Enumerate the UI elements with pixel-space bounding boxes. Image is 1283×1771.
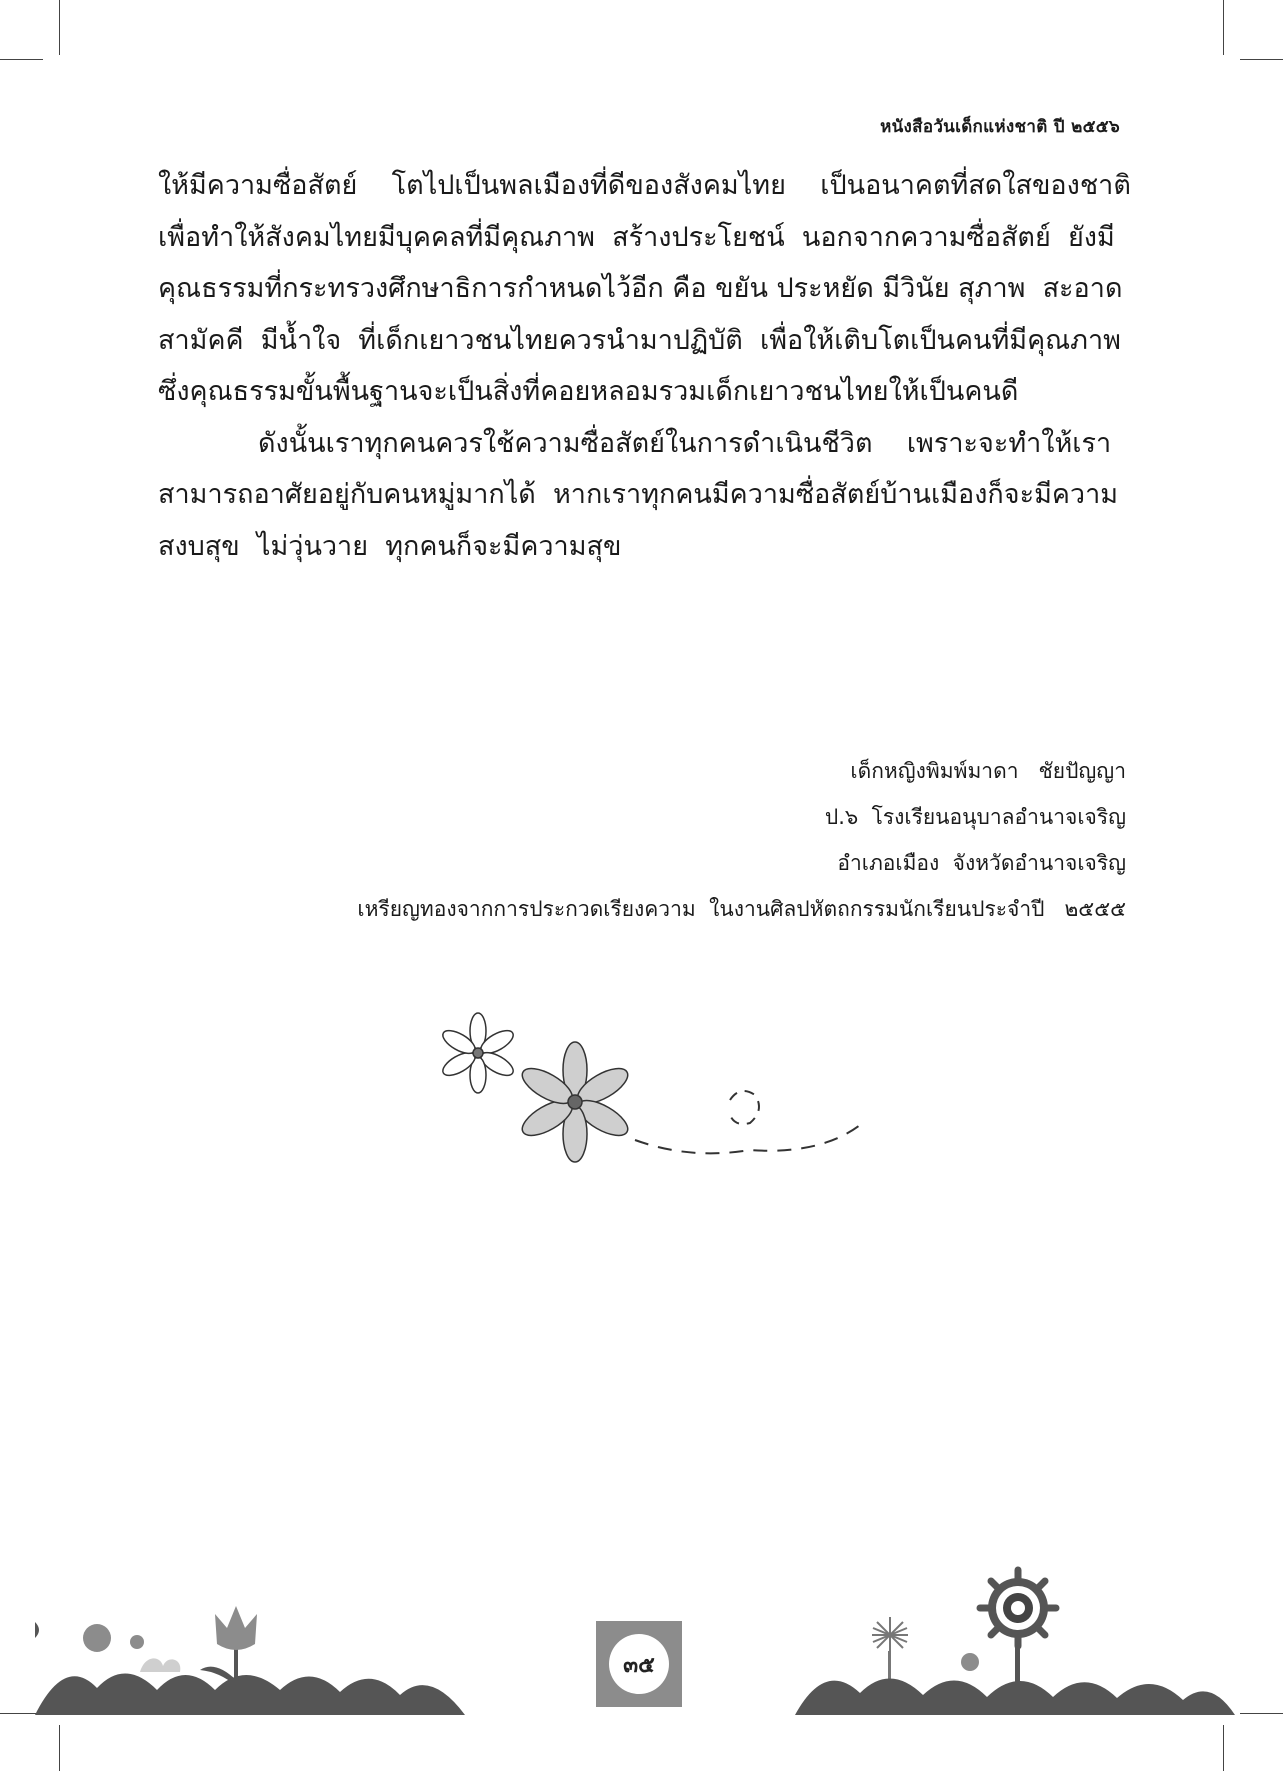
body-line: สามัคคี มีน้ำใจ ที่เด็กเยาวชนไทยควรนำมาปฏิบัติ เพื่อให้เติบโตเป็นคนที่มีคุณภาพ (158, 324, 1121, 356)
essay-body (158, 160, 1131, 572)
author-school: ป.๖ โรงเรียนอนุบาลอำนาจเจริญ (824, 805, 1126, 829)
author-district: อำเภอเมือง จังหวัดอำนาจเจริญ (837, 851, 1126, 875)
crop-mark (59, 0, 60, 55)
flower-cluster-illustration (430, 1005, 870, 1175)
body-line: คุณธรรมที่กระทรวงศึกษาธิการกำหนดไว้อีก คือ ขยัน ประหยัด มีวินัย สุภาพ สะอาด (158, 273, 1123, 304)
author-award: เหรียญทองจากการประกวดเรียงความ ในงานศิลปหัตถกรรมนักเรียนประจำปี ๒๕๕๕ (357, 897, 1126, 921)
body-line: ให้มีความซื่อสัตย์ โตไปเป็นพลเมืองที่ดีของสังคมไทย เป็นอนาคตที่สดใสของชาติ (158, 170, 1131, 201)
crop-mark (59, 1725, 60, 1771)
body-line: ดังนั้นเราทุกคนควรใช้ความซื่อสัตย์ในการดำเนินชีวิต เพราะจะทำให้เรา (258, 427, 1112, 459)
crop-mark (1240, 1713, 1283, 1714)
page-number: ๓๕ (609, 1634, 669, 1694)
body-line: เพื่อทำให้สังคมไทยมีบุคคลที่มีคุณภาพ สร้างประโยชน์ นอกจากความซื่อสัตย์ ยังมี (158, 221, 1115, 253)
body-line: สามารถอาศัยอยู่กับคนหมู่มากได้ หากเราทุกคนมีความซื่อสัตย์บ้านเมืองก็จะมีความ (158, 479, 1119, 510)
body-line: ซึ่งคุณธรรมขั้นพื้นฐานจะเป็นสิ่งที่คอยหลอมรวมเด็กเยาวชนไทยให้เป็นคนดี (158, 376, 1019, 407)
body-line: สงบสุข ไม่วุ่นวาย ทุกคนก็จะมีความสุข (158, 530, 622, 562)
page-number-box (596, 1621, 682, 1707)
hills-tulip-illustration (35, 1600, 475, 1715)
crop-mark (0, 59, 43, 60)
crop-mark (1223, 0, 1224, 55)
hills-sunflower-illustration (795, 1565, 1235, 1715)
running-header: หนังสือวันเด็กแห่งชาติ ปี ๒๕๕๖ (880, 117, 1120, 137)
author-name: เด็กหญิงพิมพ์มาดา ชัยปัญญา (850, 759, 1126, 783)
crop-mark (1240, 59, 1283, 60)
crop-mark (1223, 1725, 1224, 1771)
author-signature (357, 748, 1126, 932)
